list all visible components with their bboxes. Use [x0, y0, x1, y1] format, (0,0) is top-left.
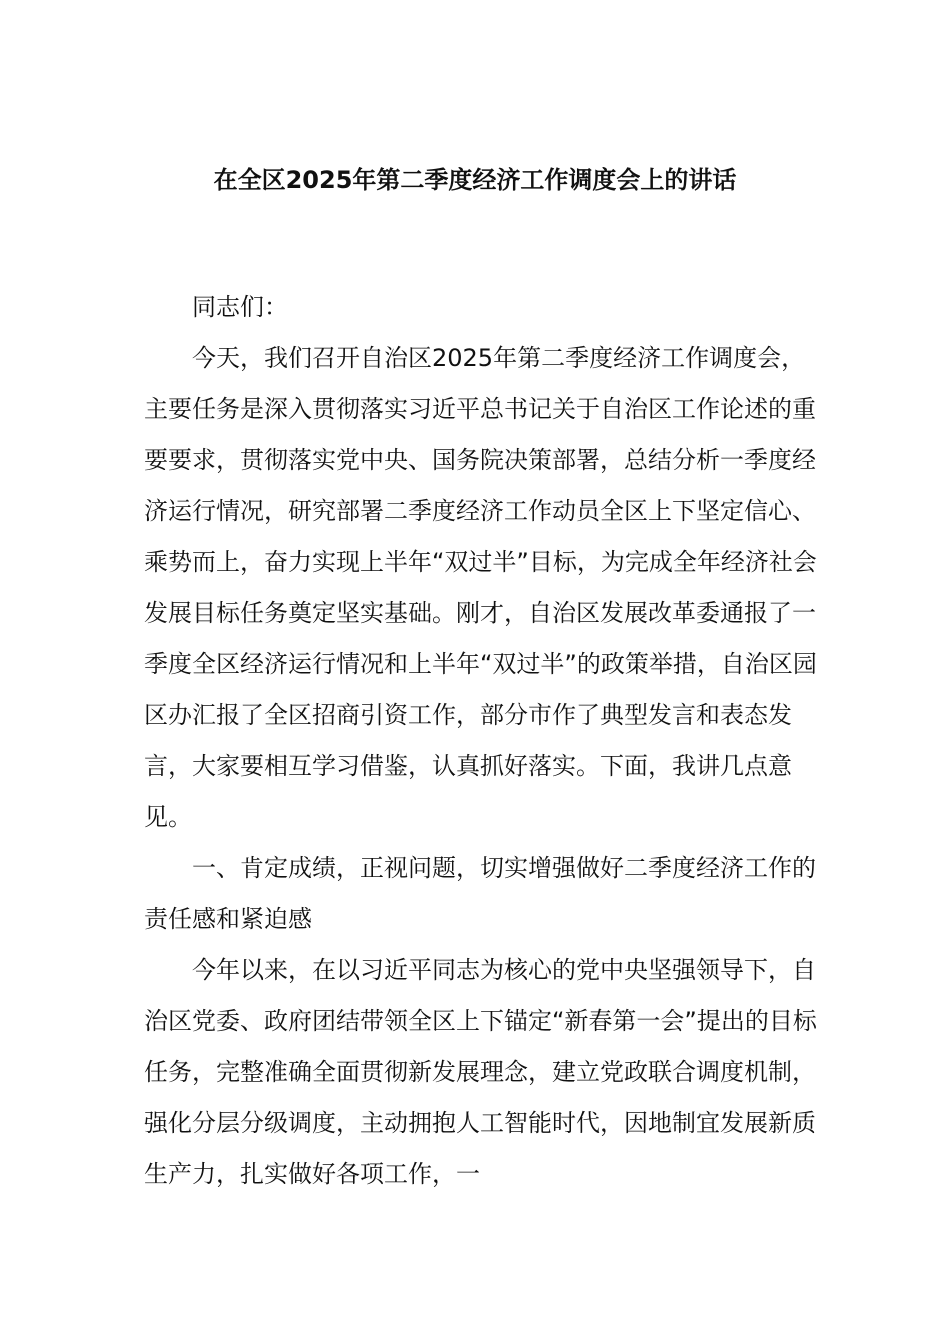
document-title: 在全区2025年第二季度经济工作调度会上的讲话: [213, 166, 737, 194]
salutation: 同志们：: [192, 293, 288, 321]
paragraph-achievements: 今年以来，在以习近平同志为核心的党中央坚强领导下，自治区党委、政府团结带领全区上下锚定“新春第一会”提出的目标任务，完整准确全面贯彻新发展理念，建立党政联合调度机制，强化分层分级调度，主动拥抱人工智能时代，因地制宜发展新质生产力，扎实做好各项工作，一: [144, 956, 817, 1188]
document-body: [144, 282, 824, 1200]
section-heading-1: 一、肯定成绩，正视问题，切实增强做好二季度经济工作的责任感和紧迫感: [144, 854, 816, 933]
paragraph-intro: 今天，我们召开自治区2025年第二季度经济工作调度会，主要任务是深入贯彻落实习近平总书记关于自治区工作论述的重要要求，贯彻落实党中央、国务院决策部署，总结分析一季度经济运行情况，研究部署二季度经济工作动员全区上下坚定信心、乘势而上，奋力实现上半年“双过半”目标，为完成全年经济社会发展目标任务奠定坚实基础。刚才，自治区发展改革委通报了一季度全区经济运行情况和上半年“双过半”的政策举措，自治区园区办汇报了全区招商引资工作，部分市作了典型发言和表态发言，大家要相互学习借鉴，认真抓好落实。下面，我讲几点意见。: [144, 344, 817, 831]
